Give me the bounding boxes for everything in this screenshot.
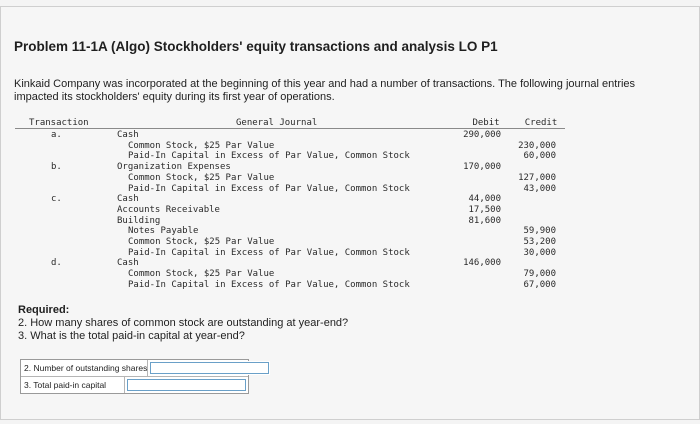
header-credit: Credit <box>524 118 558 128</box>
journal-account: Paid-In Capital in Excess of Par Value, Common Stock <box>128 183 410 194</box>
credit-amount: 79,000 <box>523 269 556 280</box>
journal-account: Organization Expenses <box>117 162 231 173</box>
required-section <box>18 304 348 343</box>
answer-row-capital <box>21 377 248 393</box>
journal-account: Building <box>117 215 161 226</box>
journal-account: Common Stock, $25 Par Value <box>128 269 275 280</box>
header-general-journal: General Journal <box>236 118 318 128</box>
answer-row-shares <box>21 360 248 377</box>
required-heading: Required: <box>18 304 70 316</box>
header-divider <box>15 128 565 129</box>
journal-account: Cash <box>117 258 139 269</box>
answer-table <box>20 359 249 394</box>
problem-panel <box>0 6 700 420</box>
journal-account: Common Stock, $25 Par Value <box>128 140 275 151</box>
journal-account: Common Stock, $25 Par Value <box>128 237 275 247</box>
required-item-2: 2. How many shares of common stock are outstanding at year-end? <box>18 317 349 329</box>
transaction-letter: d. <box>51 258 62 269</box>
problem-title: Problem 11-1A (Algo) Stockholders' equity transactions and analysis LO P1 <box>14 39 498 54</box>
required-item-3: 3. What is the total paid-in capital at year-end? <box>18 330 245 342</box>
credit-amount: 30,000 <box>523 247 556 258</box>
credit-amount: 230,000 <box>518 140 556 151</box>
transaction-letter: a. <box>51 130 62 140</box>
debit-amount: 170,000 <box>463 162 501 173</box>
transaction-letter: b. <box>51 162 62 173</box>
credit-amount: 127,000 <box>518 172 556 183</box>
credit-amount: 67,000 <box>523 279 556 290</box>
credit-amount: 60,000 <box>523 151 556 162</box>
journal-account: Cash <box>117 130 139 140</box>
credit-amount: 53,200 <box>523 237 556 247</box>
transaction-letter: c. <box>51 194 62 205</box>
debit-amount: 290,000 <box>463 130 501 140</box>
journal-entries <box>15 118 565 298</box>
journal-account: Common Stock, $25 Par Value <box>128 172 275 183</box>
debit-amount: 81,600 <box>468 215 501 226</box>
outstanding-shares-input[interactable] <box>149 361 270 375</box>
problem-intro: Kinkaid Company was incorporated at the beginning of this year and had a number of transactions. The following journal entries impacted its stockholders' equity during its first year of operations. <box>14 78 636 103</box>
total-paid-in-capital-input[interactable] <box>126 378 247 392</box>
header-debit: Debit <box>472 118 500 128</box>
answer-label-shares: 2. Number of outstanding shares <box>21 360 148 376</box>
journal-account: Cash <box>117 194 139 205</box>
journal-account: Notes Payable <box>128 226 199 237</box>
debit-amount: 17,500 <box>468 204 501 215</box>
credit-amount: 59,900 <box>523 226 556 237</box>
header-transaction: Transaction <box>29 118 89 128</box>
answer-label-capital: 3. Total paid-in capital <box>21 377 125 393</box>
credit-amount: 43,000 <box>523 183 556 194</box>
journal-account: Accounts Receivable <box>117 204 220 215</box>
journal-account: Paid-In Capital in Excess of Par Value, Common Stock <box>128 151 410 162</box>
debit-amount: 44,000 <box>468 194 501 205</box>
journal-account: Paid-In Capital in Excess of Par Value, Common Stock <box>128 247 410 258</box>
journal-account: Paid-In Capital in Excess of Par Value, Common Stock <box>128 279 410 290</box>
debit-amount: 146,000 <box>463 258 501 269</box>
